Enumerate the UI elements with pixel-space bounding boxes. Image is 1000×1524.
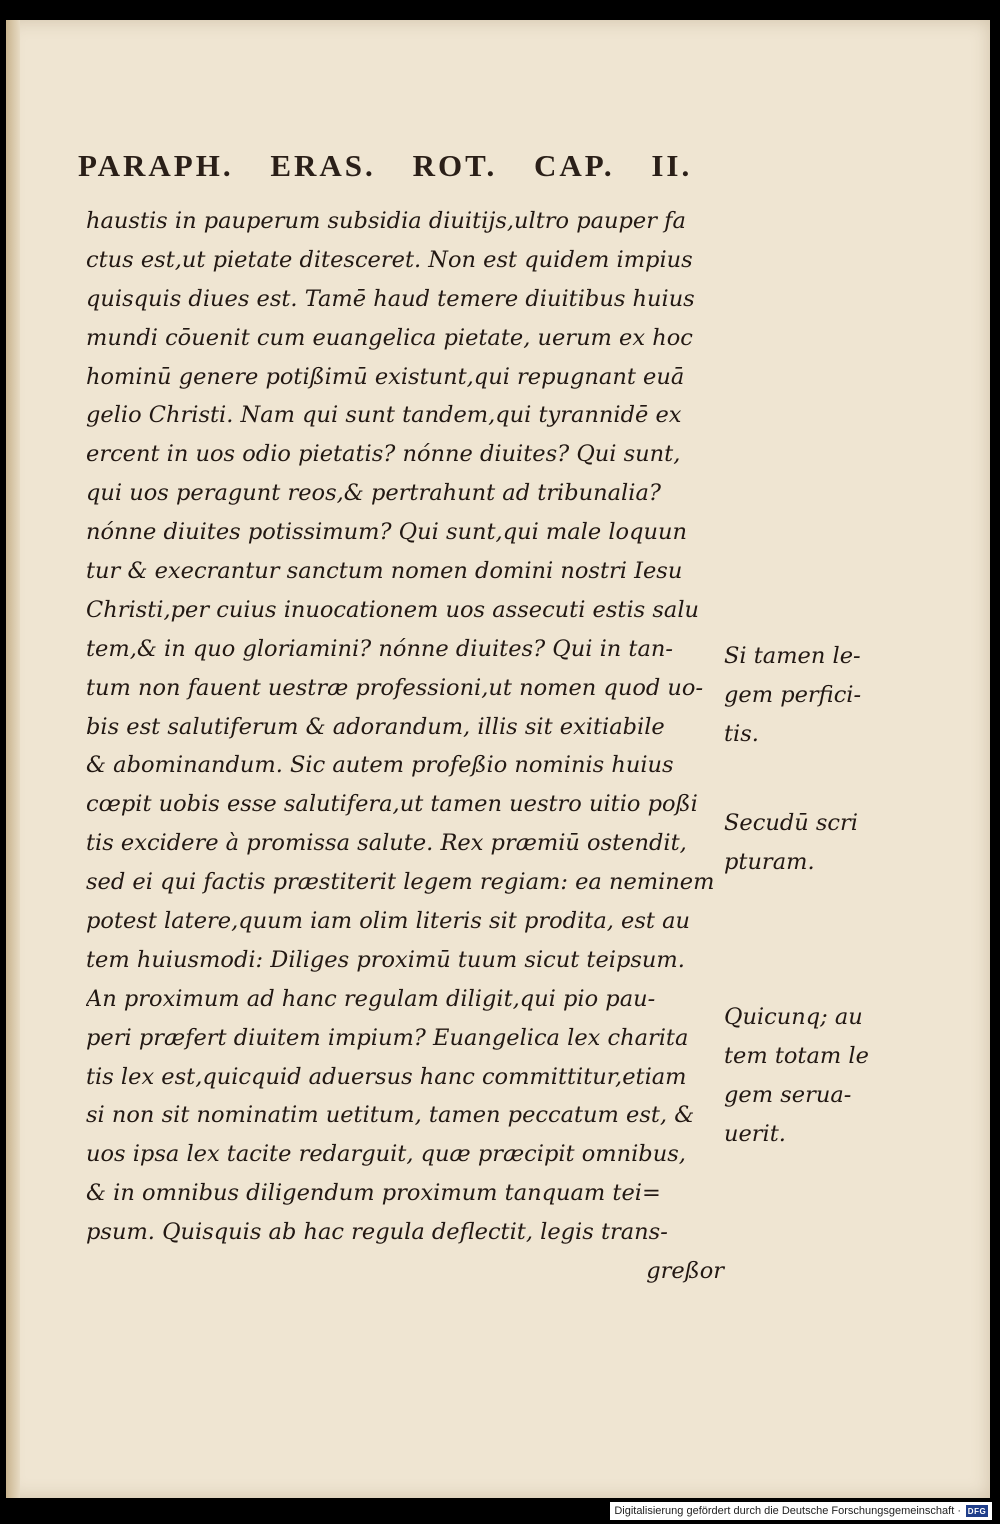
text-line: tis lex est,quicquid aduersus hanc committitur,etiam bbox=[86, 1063, 687, 1090]
margin-note-line: Quicunq; au bbox=[724, 1004, 863, 1030]
margin-note-line: Secudū scri bbox=[724, 810, 858, 836]
margin-note-line: tem totam le bbox=[724, 1042, 869, 1069]
running-head-word: II. bbox=[651, 148, 693, 183]
running-head-word: ROT. bbox=[412, 148, 498, 183]
text-line: quisquis diues est. Tamē haud temere diuitibus huius bbox=[86, 285, 695, 312]
margin-note bbox=[724, 998, 894, 1154]
text-line: & in omnibus diligendum proximum tanquam tei= bbox=[86, 1180, 661, 1207]
text-line: tum non fauent uestræ professioni,ut nomen quod uo- bbox=[86, 674, 704, 701]
text-line: tis excidere à promissa salute. Rex præmiū ostendit, bbox=[86, 830, 687, 857]
text-line: tur & execrantur sanctum nomen domini nostri Iesu bbox=[86, 558, 683, 585]
text-line: tem,& in quo gloriamini? nónne diuites? Qui in tan- bbox=[86, 635, 673, 662]
text-line: Christi,per cuius inuocationem uos assecuti estis salu bbox=[86, 596, 700, 623]
main-text bbox=[86, 202, 726, 1291]
funding-footer bbox=[610, 1502, 992, 1520]
catchword: greßor bbox=[646, 1258, 724, 1285]
running-head bbox=[78, 148, 718, 184]
margin-note-line: gem perfici- bbox=[724, 681, 862, 708]
margin-note-line: pturam. bbox=[724, 848, 815, 875]
text-line: tem huiusmodi: Diliges proximū tuum sicut teipsum. bbox=[86, 946, 685, 973]
text-line: psum. Quisquis ab hac regula deflectit, legis trans- bbox=[86, 1219, 668, 1246]
text-line: gelio Christi. Nam qui sunt tandem,qui tyrannidē ex bbox=[86, 402, 682, 429]
text-line: bis est salutiferum & adorandum, illis sit exitiabile bbox=[86, 713, 665, 740]
book-page bbox=[6, 20, 990, 1498]
text-line: potest latere,quum iam olim literis sit prodita, est au bbox=[86, 908, 690, 935]
dfg-logo-icon: DFG bbox=[967, 1506, 987, 1516]
text-line: uos ipsa lex tacite redarguit, quæ præcipit omnibus, bbox=[86, 1141, 686, 1168]
running-head-word: PARAPH. bbox=[78, 148, 234, 183]
text-line: si non sit nominatim uetitum, tamen peccatum est, & bbox=[86, 1102, 695, 1129]
text-line: mundi cōuenit cum euangelica pietate, uerum ex hoc bbox=[86, 324, 693, 351]
text-line: hominū genere potißimū existunt,qui repugnant euā bbox=[86, 363, 685, 390]
text-line: cœpit uobis esse salutifera,ut tamen uestro uitio poßi bbox=[86, 791, 698, 818]
margin-note bbox=[724, 637, 894, 754]
text-line: peri præfert diuitem impium? Euangelica lex charita bbox=[86, 1024, 689, 1051]
margin-note-line: gem serua- bbox=[724, 1081, 852, 1108]
text-line: & abominandum. Sic autem profeßio nominis huius bbox=[86, 752, 674, 779]
text-line: haustis in pauperum subsidia diuitijs,ultro pauper fa bbox=[86, 208, 686, 234]
margin-note-line: Si tamen le- bbox=[724, 643, 861, 669]
text-line: ercent in uos odio pietatis? nónne diuites? Qui sunt, bbox=[86, 441, 681, 468]
funding-text: Digitalisierung gefördert durch die Deutsche Forschungsgemeinschaft · bbox=[614, 1505, 961, 1517]
text-line: qui uos peragunt reos,& pertrahunt ad tribunalia? bbox=[86, 480, 661, 507]
text-line: An proximum ad hanc regulam diligit,qui pio pau- bbox=[86, 985, 656, 1012]
page-edge bbox=[6, 20, 20, 1498]
margin-note-line: uerit. bbox=[724, 1120, 786, 1147]
text-line: sed ei qui factis præstiterit legem regiam: ea neminem bbox=[86, 869, 715, 896]
text-line: ctus est,ut pietate ditesceret. Non est quidem impius bbox=[86, 246, 693, 273]
running-head-word: CAP. bbox=[533, 148, 615, 183]
margin-note bbox=[724, 804, 894, 882]
running-head-word: ERAS. bbox=[270, 148, 376, 183]
text-line: nónne diuites potissimum? Qui sunt,qui male loquun bbox=[86, 519, 687, 546]
margin-note-line: tis. bbox=[724, 720, 759, 747]
